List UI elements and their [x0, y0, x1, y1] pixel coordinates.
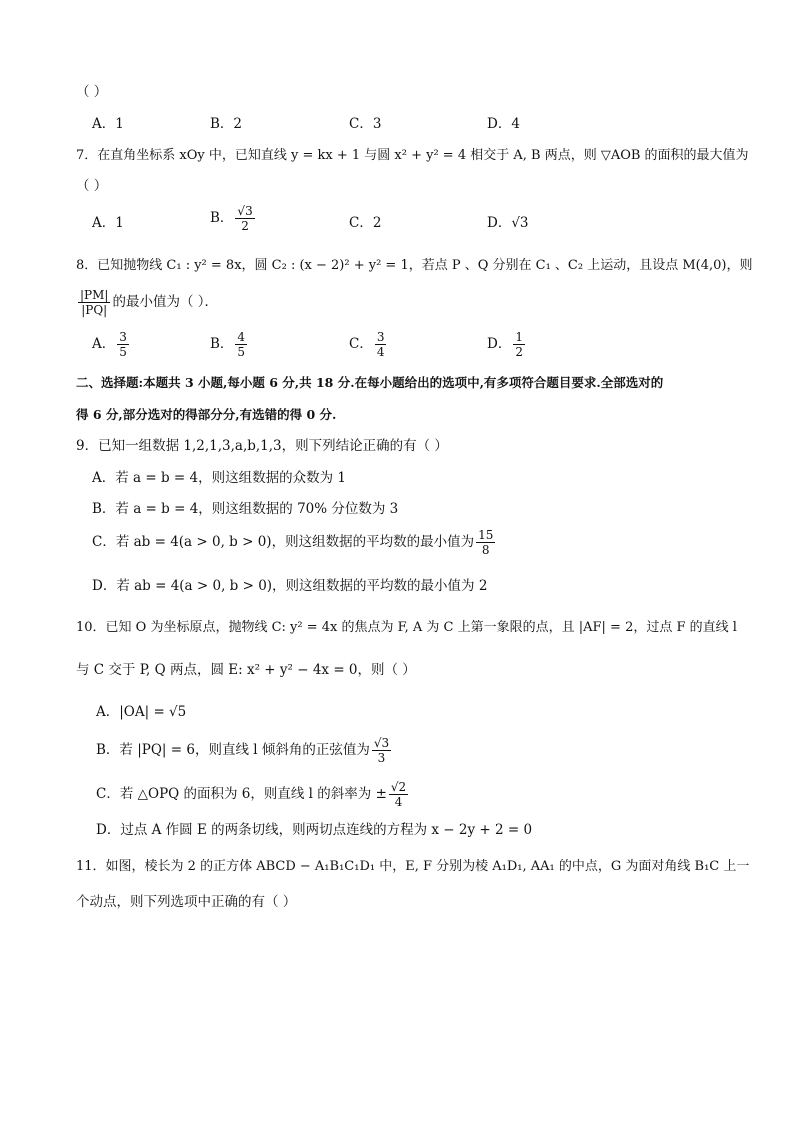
q9-option-c: [92, 528, 497, 557]
q10-option-c: [96, 780, 410, 809]
q8-option-d-numerator: 1: [515, 330, 523, 344]
q9-stem: 9．已知一组数据 1,2,1,3,a,b,1,3，则下列结论正确的有（ ）: [76, 438, 448, 454]
q8-option-b-label: B．: [210, 336, 234, 352]
q8-stem-continued: [76, 288, 218, 317]
q8-option-b: [210, 330, 249, 359]
q10-option-c-numerator: √2: [390, 780, 407, 794]
q8-option-d-fraction: [513, 330, 525, 359]
q6-option-d: D．4: [487, 116, 520, 132]
q7-option-b-numerator: √3: [237, 204, 253, 218]
q11-stem: 11．如图，棱长为 2 的正方体 ABCD − A₁B₁C₁D₁ 中，E, F 分别为棱 A₁D₁, AA₁ 的中点，G 为面对角线 B₁C 上一: [76, 859, 750, 874]
q8-option-d-label: D．: [487, 336, 512, 352]
q8-option-d-denominator: 2: [515, 345, 523, 359]
q10-option-d: D．过点 A 作圆 E 的两条切线，则两切点连线的方程为 x − 2y + 2 = 0: [96, 822, 533, 838]
q10-option-c-denominator: 4: [394, 795, 403, 809]
q9-option-c-text: C．若 ab = 4(a > 0, b > 0)，则这组数据的平均数的最小值为: [92, 534, 475, 550]
q9-option-b: B．若 a = b = 4，则这组数据的 70% 分位数为 3: [92, 501, 399, 517]
q6-answer-paren: （ ）: [76, 84, 108, 100]
q8-option-c: [349, 330, 388, 359]
q11-stem-continued: 个动点，则下列选项中正确的有（ ）: [76, 894, 297, 910]
q6-option-b: B．2: [210, 116, 243, 132]
q7-option-b-label: B．: [210, 210, 234, 226]
q7-stem: 7．在直角坐标系 xOy 中，已知直线 y = kx + 1 与圆 x² + y² = 4 相交于 A, B 两点，则 ▽AOB 的面积的最大值为: [76, 148, 749, 163]
q8-option-b-denominator: 5: [237, 345, 246, 359]
q8-ratio-fraction: [78, 288, 110, 317]
q6-option-a: A．1: [92, 116, 124, 132]
q10-option-b-text: B．若 |PQ| = 6，则直线 l 倾斜角的正弦值为: [96, 742, 370, 758]
q9-option-c-denominator: 8: [481, 543, 490, 557]
q8-stem: 8．已知抛物线 C₁ : y² = 8x，圆 C₂ : (x − 2)² + y² = 1，若点 P 、Q 分别在 C₁ 、C₂ 上运动，且设点 M(4,0)，则: [76, 258, 753, 273]
q8-option-b-numerator: 4: [237, 330, 246, 344]
q8-option-b-fraction: [235, 330, 247, 359]
q10-option-c-fraction: [389, 780, 408, 809]
q10-option-c-text: C．若 △OPQ 的面积为 6，则直线 l 的斜率为 ±: [96, 786, 387, 802]
q8-option-c-numerator: 3: [376, 330, 385, 344]
q7-option-c: C．2: [349, 215, 382, 231]
q9-option-c-numerator: 15: [478, 528, 494, 542]
q6-option-c: C．3: [349, 116, 382, 132]
q10-option-b-denominator: 3: [377, 751, 386, 765]
q8-stem-tail: 的最小值为（ ）．: [112, 294, 218, 310]
q8-option-c-denominator: 4: [376, 345, 385, 359]
q10-option-b: [96, 736, 393, 765]
q7-option-a: A．1: [92, 215, 124, 231]
q8-option-a-label: A．: [92, 336, 116, 352]
q8-ratio-denominator: |PQ|: [81, 303, 108, 317]
q7-option-b-fraction: [235, 204, 254, 233]
q8-option-d: [487, 330, 527, 359]
q7-option-d: D．√3: [487, 215, 529, 231]
q10-option-b-fraction: [372, 736, 391, 765]
q10-option-b-numerator: √3: [373, 736, 390, 750]
section-2-heading-line1: 二、选择题:本题共 3 小题,每小题 6 分,共 18 分.在每小题给出的选项中,有多项符合题目要求.全部选对的: [76, 375, 664, 390]
q7-option-b: [210, 204, 257, 233]
q10-option-a: A．|OA| = √5: [96, 704, 187, 720]
q9-option-c-fraction: [476, 528, 495, 557]
q9-option-d: D．若 ab = 4(a > 0, b > 0)，则这组数据的平均数的最小值为 2: [92, 578, 488, 594]
section-2-heading-line2: 得 6 分,部分选对的得部分分,有选错的得 0 分.: [76, 407, 337, 422]
q10-stem: 10．已知 O 为坐标原点，抛物线 C: y² = 4x 的焦点为 F, A 为 C 上第一象限的点，且 |AF| = 2，过点 F 的直线 l: [76, 620, 737, 635]
q8-option-c-fraction: [375, 330, 387, 359]
q8-ratio-numerator: |PM|: [80, 288, 109, 302]
q8-option-a-denominator: 5: [119, 345, 127, 359]
q10-stem-continued: 与 C 交于 P, Q 两点，圆 E: x² + y² − 4x = 0，则（ ）: [76, 662, 416, 678]
q8-option-c-label: C．: [349, 336, 373, 352]
q8-option-a: [92, 330, 131, 359]
q8-option-a-fraction: [117, 330, 129, 359]
q7-answer-paren: （ ）: [76, 178, 108, 194]
q8-option-a-numerator: 3: [119, 330, 127, 344]
q7-option-b-denominator: 2: [241, 219, 249, 233]
q9-option-a: A．若 a = b = 4，则这组数据的众数为 1: [92, 470, 346, 486]
